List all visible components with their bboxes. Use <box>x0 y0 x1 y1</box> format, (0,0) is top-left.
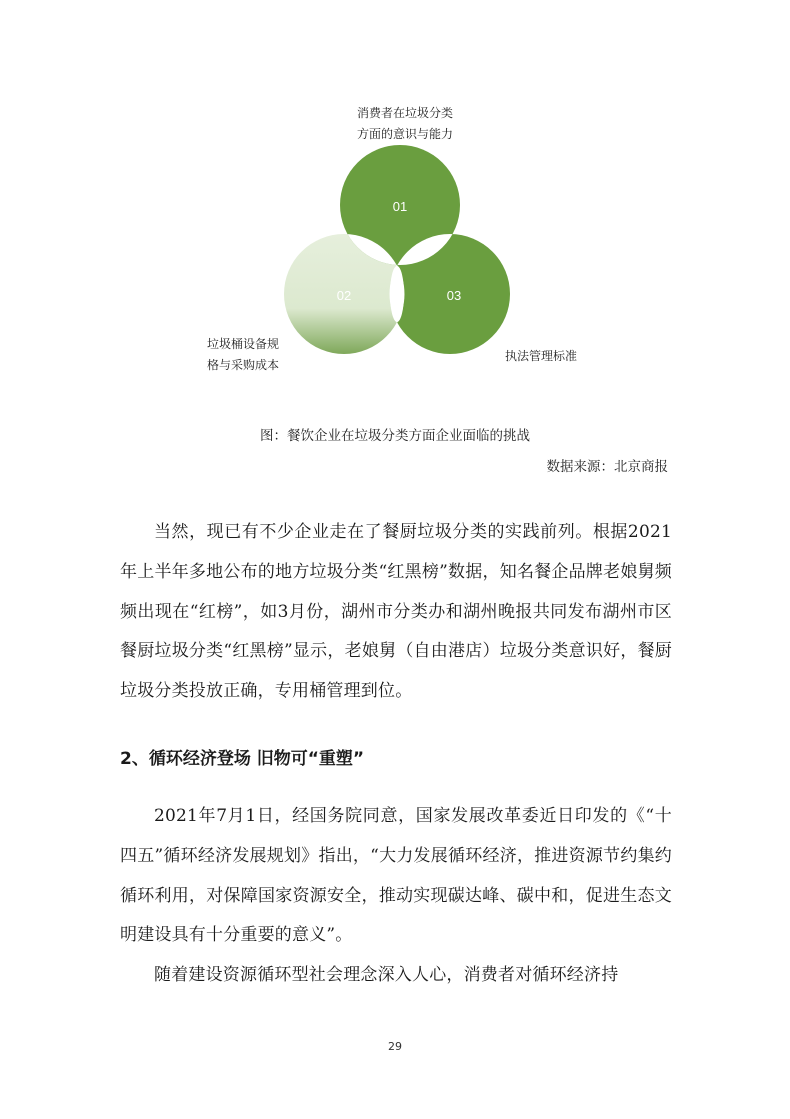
circle-02-label-line-1: 垃圾桶设备规 <box>206 337 279 351</box>
circle-01-label-line-1: 消费者在垃圾分类 <box>356 106 453 120</box>
figure-source: 数据来源：北京商报 <box>546 459 668 475</box>
paragraph-2: 2021年7月1日，经国务院同意，国家发展改革委近日印发的《“十四五”循环经济发展规划》指出，“大力发展循环经济，推进资源节约集约循环利用，对保障国家资源安全，推动实现碳达峰、碳中和，促进生态文明建设具有十分重要的意义”。 <box>120 806 672 946</box>
circle-03-label <box>505 346 577 367</box>
page-number: 29 <box>388 1040 402 1053</box>
circle-03-label-line-1: 执法管理标准 <box>505 349 578 363</box>
circle-01-label <box>350 103 460 145</box>
section-heading: 2、循环经济登场 旧物可“重塑” <box>120 749 365 769</box>
circle-02-label <box>198 334 288 376</box>
paragraph-3: 随着建设资源循环型社会理念深入人心，消费者对循环经济持 <box>154 965 619 985</box>
figure-caption: 图：餐饮企业在垃圾分类方面企业面临的挑战 <box>260 428 530 444</box>
overlap-02-03-lens <box>390 266 404 322</box>
circle-03-number: 03 <box>446 288 462 303</box>
paragraph-1: 当然，现已有不少企业走在了餐厨垃圾分类的实践前列。根据2021年上半年多地公布的地方垃圾分类“红黑榜”数据，知名餐企品牌老娘舅频频出现在“红榜”，如3月份，湖州市分类办和湖州晚报共同发布湖州市区餐厨垃圾分类“红黑榜”显示，老娘舅（自由港店）垃圾分类意识好，餐厨垃圾分类投放正确，专用桶管理到位。 <box>120 522 672 702</box>
circle-01-label-line-2: 方面的意识与能力 <box>356 127 453 141</box>
circle-02-number: 02 <box>336 288 352 303</box>
circle-02-label-line-2: 格与采购成本 <box>206 358 279 372</box>
circle-01-number: 01 <box>392 199 408 214</box>
venn-diagram <box>0 0 790 420</box>
